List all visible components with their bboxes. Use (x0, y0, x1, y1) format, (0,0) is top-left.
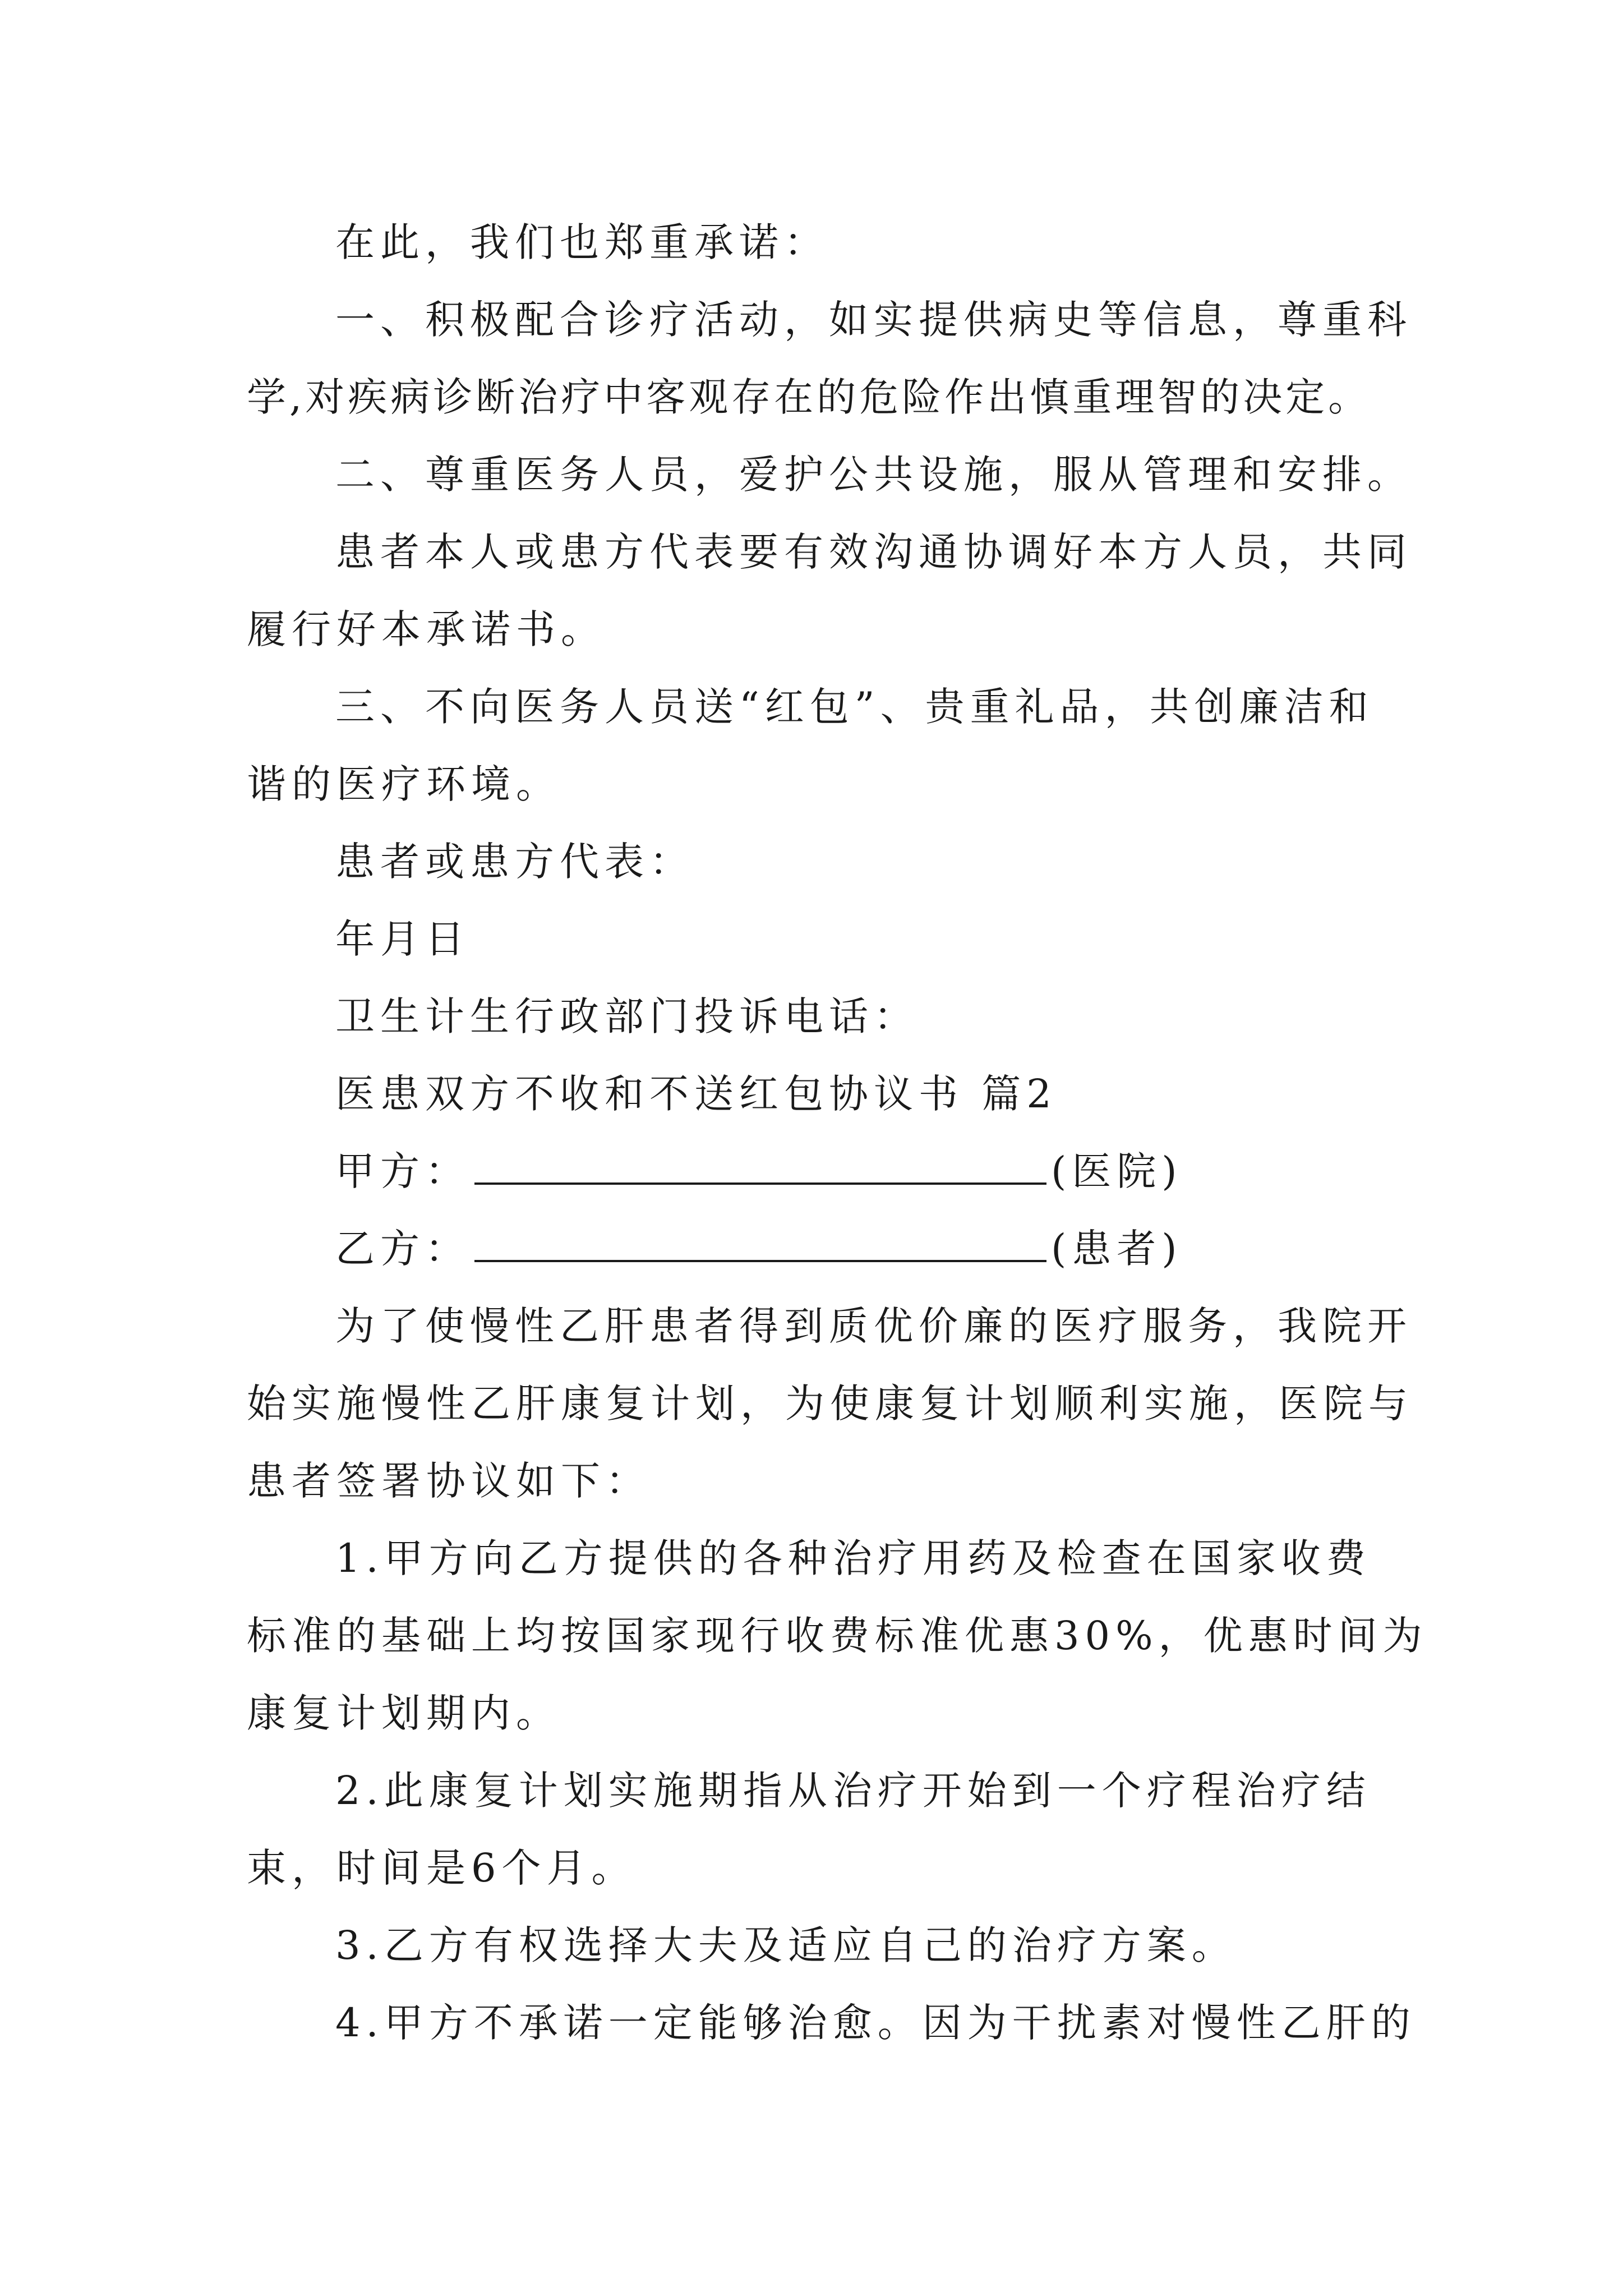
party-b-suffix: (患者) (1051, 1226, 1183, 1272)
party-a-suffix: (医院) (1051, 1148, 1183, 1194)
party-b-row (335, 1226, 1183, 1271)
clause-2-line-1: 2.此康复计划实施期指从治疗开始到一个疗程治疗结 (335, 1768, 1371, 1814)
item-3-line-2: 谐的医疗环境。 (247, 761, 561, 807)
party-b-label: 乙方： (335, 1226, 470, 1272)
date-label: 年月日 (335, 916, 470, 962)
clause-4-line-1: 4.甲方不承诺一定能够治愈。因为干扰素对慢性乙肝的 (335, 2000, 1416, 2046)
preamble-line-2: 始实施慢性乙肝康复计划，为使康复计划顺利实施，医院与 (247, 1381, 1413, 1427)
clause-1-line-2: 标准的基础上均按国家现行收费标准优惠30%，优惠时间为 (247, 1613, 1428, 1659)
party-a-row (335, 1149, 1183, 1194)
complaint-label: 卫生计生行政部门投诉电话： (335, 993, 919, 1039)
note-line-1: 患者本人或患方代表要有效沟通协调好本方人员，共同 (335, 529, 1412, 575)
preamble-line-1: 为了使慢性乙肝患者得到质优价廉的医疗服务，我院开 (335, 1303, 1412, 1349)
party-a-label: 甲方： (335, 1148, 470, 1194)
clause-3-paragraph: 3.乙方有权选择大夫及适应自己的治疗方案。 (335, 1922, 1237, 1968)
party-b-blank-line (474, 1227, 1046, 1262)
note-line-2: 履行好本承诺书。 (247, 606, 606, 652)
clause-2-line-2: 束，时间是6个月。 (247, 1845, 637, 1891)
preamble-line-3: 患者签署协议如下： (247, 1458, 651, 1504)
clause-1-line-3: 康复计划期内。 (247, 1690, 561, 1736)
item-2-paragraph: 二、尊重医务人员，爱护公共设施，服从管理和安排。 (335, 452, 1412, 498)
item-1-line-2: 学,对疾病诊断治疗中客观存在的危险作出慎重理智的决定。 (247, 374, 1371, 420)
item-3-line-1: 三、不向医务人员送“红包”、贵重礼品，共创廉洁和 (335, 684, 1374, 730)
signature-label: 患者或患方代表： (335, 839, 694, 885)
clause-1-line-1: 1.甲方向乙方提供的各种治疗用药及检查在国家收费 (335, 1535, 1371, 1581)
party-a-blank-line (474, 1150, 1046, 1185)
intro-paragraph: 在此，我们也郑重承诺： (335, 219, 829, 265)
section-title: 医患双方不收和不送红包协议书 篇2 (335, 1071, 1057, 1117)
item-1-line-1: 一、积极配合诊疗活动，如实提供病史等信息，尊重科 (335, 297, 1412, 343)
